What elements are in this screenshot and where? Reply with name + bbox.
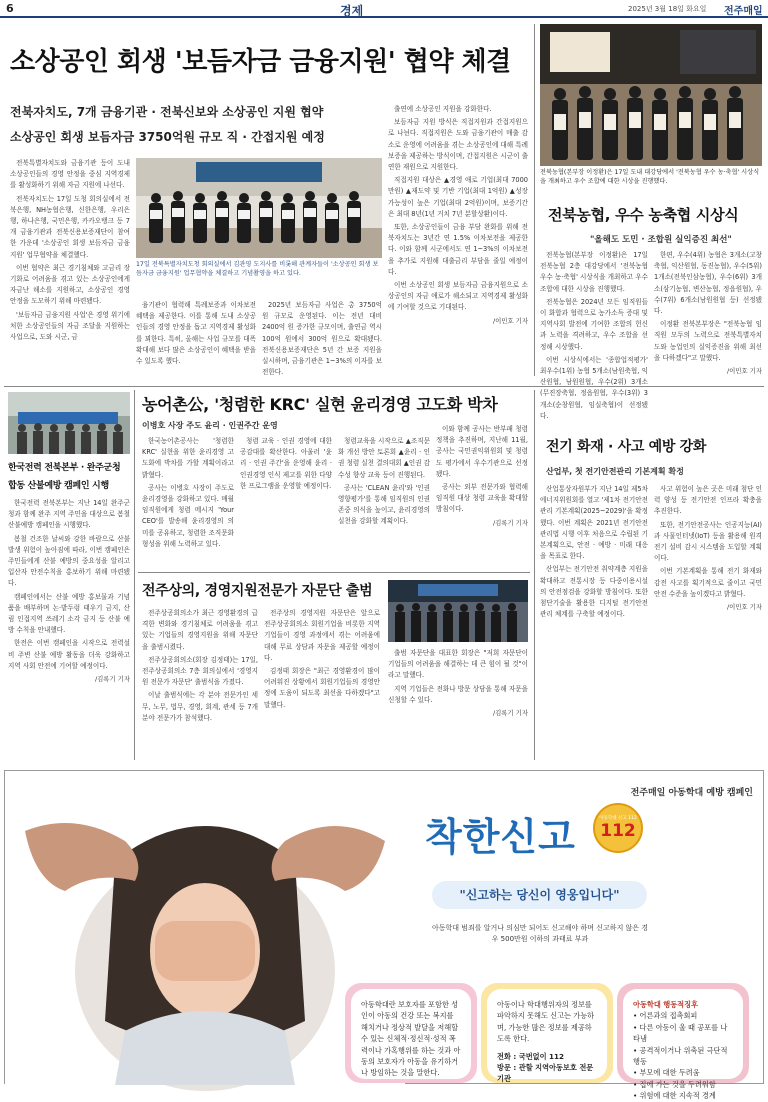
electric-safety-column-2	[654, 484, 762, 756]
nonghyup-photo-caption: 전북농협(본부장 이정환)은 17일 도내 대강당에서 '전북농협 우수 농·축협' 시상식을 개최하고 우수 조합에 대한 시상을 진행했다.	[540, 169, 760, 185]
jeonju-chamber-photo	[388, 580, 528, 642]
paragraph: '보듬자금 금융지원 사업'은 경영 위기에 처한 소상공인들의 자금 조달을 지원하는 사업으로, 도와 시군, 금	[10, 310, 130, 342]
paragraph: 사고 위험이 높은 곳은 미래 첨단 인력 양성 등 전기안전 인프라 확충을 추진한다.	[654, 485, 762, 516]
paragraph: 이번 소상공인 회생 보듬자금 금융지원으로 소상공인의 자금 애로가 해소되고 지역경제 활성화에 기여할 것으로 기대된다.	[388, 281, 528, 312]
ad-campaign-label: 전주매일 아동학대 예방 캠페인	[630, 788, 753, 798]
paragraph: 융기관이 협력해 특례보증과 이차보전 혜택을 제공한다. 이를 통해 도내 소상공인들의 경영 안정을 돕고 지역경제 활성화를 꾀한다. 특히, 올해는 사업 규모를 대폭 확대해 보다 많은 소상공인이 혜택을 받을 수 있도록 했다.	[136, 301, 256, 366]
main-article-column-2	[136, 300, 256, 384]
main-headline: 소상공인 회생 '보듬자금 금융지원' 협약 체결	[10, 47, 511, 77]
definition-text: 아동학대란 보호자를 포함한 성인이 아동의 건강 또는 복지를 해치거나 정상적 발달을 저해할 수 있는 신체적·정신적·성적 폭력이나 가혹행위를 하는 것과 아동의 보호자가 아동을 유기하거나 방임하는 것을 말한다.	[361, 1000, 461, 1078]
paragraph: 청렴교육을 시작으로 ▲조직문화 개선 방안 토론회 ▲윤리 · 인권 청렴 실천 결의대회 ▲인권 감수성 향상 교육 등이 진행된다.	[338, 437, 430, 479]
paragraph: 한국농어촌공사는 '청렴한 KRC' 실현을 위한 윤리경영 고도화에 박차를 가할 계획이라고 밝혔다.	[142, 437, 234, 479]
krc-column-1	[142, 436, 234, 566]
paragraph: 봄철 건조한 날씨와 강한 바람으로 산불 발생 위험이 높아짐에 따라, 이번 캠페인은 주민들에게 산불 예방의 중요성을 알리고 입산자 안전수칙을 홍보하기 위해 마련됐다.	[8, 534, 130, 588]
column-divider	[134, 390, 135, 760]
paragraph: 공사는 'CLEAN 윤리'와 '인권 영향평가'를 통해 임직원의 인권 존중 의식을 높이고, 윤리경영의 실천을 강화할 계획이다.	[338, 483, 430, 526]
paragraph: 청렴 교육 · 인권 경영에 대한 공감대를 확산한다. 아울러 '윤리 · 인권 주간'을 운영해 윤리 · 인권경영 인식 제고를 위한 다양한 프로그램을 운영할 예정이다.	[240, 437, 332, 490]
paragraph: 이번 기본계획을 통해 전기 화재와 감전 사고를 획기적으로 줄이고 국민 안전 수준을 높이겠다고 밝혔다.	[654, 567, 762, 598]
nonghyup-award-photo	[540, 24, 762, 166]
krc-article-subtitle: 이병호 사장 주도 윤리 · 인권주간 운영	[142, 421, 278, 430]
paragraph: 캠페인에서는 산불 예방 홍보물과 기념품을 배부하며 논·밭두렁 태우기 금지, 산림 인접지역 쓰레기 소각 금지 등 산불 예방 수칙을 안내했다.	[8, 592, 130, 635]
report-112-badge	[593, 803, 643, 853]
paragraph: 직접지원 대상은 ▲경영 애로 기업(최대 7000만원) ▲재도약 및 기반 기업(최대 1억원) ▲성장 가능성이 높은 기업(최대 2억원)이며, 보증기간은 최대 8년(1년 거치 7년 분할상환)이다.	[388, 176, 528, 218]
kepco-campaign-photo	[8, 392, 130, 454]
byline: /김록기 기자	[492, 709, 528, 718]
electric-safety-subtitle: 산업부, 첫 전기안전관리 기본계획 확정	[546, 467, 684, 476]
paragraph: 전주상공회의소(회장 김정태)는 17일, 전주상공회의소 7층 회의실에서 '경영지원 전문가 자문단' 출범식을 가졌다.	[142, 655, 258, 687]
paragraph: 전북농협(본부장 이정환)은 17일 전북농협 2층 대강당에서 '전북농협 우수 농·축협' 시상식을 개최하고 우수 조합에 대한 시상을 진행했다.	[540, 251, 648, 293]
main-article-column-4	[388, 104, 528, 384]
byline: /김록기 기자	[492, 518, 528, 527]
main-subhead-1: 전북자치도, 7개 금융기관 · 전북신보와 소상공인 지원 협약	[10, 105, 324, 119]
electric-safety-column-1	[540, 484, 648, 756]
paragraph: 이번 시상식에서는 '종합업적평가' 최우수(1위) 농협 5개소(남원축협, 익산원협, 남원원협, 우수(2위) 3개소(무진장축협, 정읍원협, 우수(3위) 3개소(순창원협, 임실축협)이 선정됐다.	[540, 355, 648, 420]
paragraph: 공사는 외부 전문가와 협력해 임직원 대상 청렴 교육을 확대할 방침이다.	[436, 483, 528, 514]
paragraph: 이날 출범식에는 각 분야 전문가인 세무, 노무, 법무, 경영, 회계, 관세 등 7개 분야 전문가가 참석했다.	[142, 691, 258, 722]
byline: /이민호 기자	[726, 367, 762, 376]
paragraph: 이정환 전북본부장은 "전북농협 임직원 모두의 노력으로 전북특별자치도와 농업인의 실익증진을 위해 최선을 다하겠다"고 말했다.	[654, 320, 762, 362]
paragraph: 전주상공회의소가 최근 경영환경의 급격한 변화와 경기침체로 어려움을 겪고 있는 기업들의 경영지원을 위해 자문단을 출범시켰다.	[142, 609, 258, 651]
column-divider	[534, 390, 535, 760]
signing-ceremony-photo	[136, 158, 382, 258]
paragraph: 한전은 이번 캠페인을 시작으로 전력설비 주변 산불 예방 활동을 더욱 강화하고 지역 사회 안전에 기여할 예정이다.	[8, 639, 130, 670]
main-subhead-2: 소상공인 회생 보듬자금 3750억원 규모 직 · 간접지원 예정	[10, 130, 325, 144]
list-item: • 어른과의 접촉회피	[633, 1010, 733, 1021]
paragraph: 출범 자문단을 대표한 회장은 "저희 자문단이 기업들의 어려움을 해결하는 데 큰 힘이 될 것"이라고 말했다.	[388, 649, 528, 680]
how-to-report-card	[487, 989, 607, 1084]
report-info-text: 아동이나 학대행위자의 정보를 파악하지 못해도 신고는 가능하며, 가능한 많은 정보를 제공하도록 한다.	[497, 1000, 595, 1044]
badge-number: 112	[600, 821, 636, 841]
newspaper-name: 전주매일	[724, 6, 763, 17]
section-divider	[4, 386, 764, 387]
section-name: 경제	[340, 4, 364, 18]
paragraph: 보듬자금 지원 방식은 직접지원과 간접지원으로 나뉜다. 직접지원은 도와 금융기관이 매출 감소로 운영에 어려움을 겪는 소상공인에 대해 특례보증을 제공하는 방식이며, 간접지원은 시군이 출연한 재원으로 지원한다.	[388, 118, 528, 172]
paragraph: 한국전력 전북본부는 지난 14일 완주군청과 함께 완주 지역 주민을 대상으로 봄철 산불예방 캠페인을 시행했다.	[8, 499, 130, 530]
nonghyup-article-subtitle: "올해도 도민 · 조합원 실익증진 최선"	[590, 235, 732, 245]
nonghyup-article-title: 전북농협, 우수 농축협 시상식	[548, 206, 739, 224]
paragraph: 이번 협약은 최근 경기침체와 고금리 장기화로 어려움을 겪고 있는 소상공인에게 자금난 해소를 지원하고, 소상공인 경영 안정을 도모하기 위해 마련됐다.	[10, 263, 130, 306]
paragraph: 이와 함께 공사는 반부패 청렴 정책을 추진하며, 지난해 11월, 공사는 국민권익위원회 및 청렴도 평가에서 우수기관으로 선정됐다.	[436, 425, 528, 478]
ad-description: 아동학대 범죄를 알거나 의심만 되어도 신고해야 하며 신고하지 않은 경우 500만원 이하의 과태료 부과	[431, 924, 649, 943]
kepco-article-title: 한국전력 전북본부 · 완주군청	[8, 463, 121, 473]
byline: /김록기 기자	[94, 675, 130, 684]
ad-title: 착한신고	[425, 815, 576, 859]
child-abuse-ad	[4, 770, 764, 1101]
list-item: • 부모에 대한 두려움	[633, 1067, 733, 1078]
paragraph: 전북특별자치도와 금융기관 등이 도내 소상공인들의 경영 안정을 중심 지역경제를 활성화하기 위해 자금 지원에 나선다.	[10, 159, 130, 190]
signs-list	[633, 1010, 733, 1101]
signing-photo-caption: 17일 전북특별자치도청 회의실에서 김관영 도지사를 비롯해 관계자들이 '소상공인 회생 보듬자금 금융지원' 업무협약을 체결하고 기념촬영을 하고 있다.	[136, 261, 379, 277]
paragraph: 지역 기업들은 전화나 방문 상담을 통해 자문을 신청할 수 있다.	[388, 684, 528, 704]
paragraph: 또한, 소상공인들이 금융 부담 완화를 위해 전북자치도는 3년간 연 1.5% 이차보전을 제공한다. 이와 함께 시군에서도 연 1~3%의 이차보전을 추가로 지원해 대출금리 부담을 줄일 예정이다.	[388, 223, 528, 276]
paragraph: 산업부는 전기안전 취약계층 지원을 확대하고 전통시장 등 다중이용시설의 안전점검을 강화할 방침이다. 또한 첨단기술을 활용한 디지털 전기안전관리 체계를 구축할 예정이다.	[540, 565, 648, 619]
jeonju-column-2	[264, 608, 380, 756]
jeonju-column-3	[388, 648, 528, 756]
electric-safety-title: 전기 화재 · 사고 예방 강화	[546, 439, 707, 455]
ad-slogan: "신고하는 당신이 영웅입니다"	[432, 881, 647, 909]
behavior-signs-card	[623, 989, 743, 1101]
visit-info: 방문 : 관할 지역아동보호 전문기관	[497, 1063, 594, 1084]
page-header	[0, 0, 768, 18]
jeonju-column-1	[142, 608, 258, 756]
section-divider	[138, 572, 530, 573]
paragraph: 출연에 소상공인 지원을 강화한다.	[394, 105, 492, 113]
page-number: 6	[6, 2, 14, 15]
paragraph: 김정태 회장은 "최근 경영환경이 많이 어려워진 상황에서 회원기업들의 경영안정에 도움이 되도록 최선을 다하겠다"고 말했다.	[264, 667, 380, 709]
definition-card	[351, 989, 471, 1079]
main-article-column-1	[10, 158, 130, 384]
badge-label: 아동학대 신고 112	[599, 816, 637, 821]
paragraph: 공사는 이병호 사장이 주도로 윤리경영을 강화하고 있다. 매월 임직원에게 청렴 메시지 'Your CEO'를 발송해 윤리경영의 의미를 공유하고, 청렴한 조직문화 형성을 위해 노력하고 있다.	[142, 483, 234, 548]
paragraph: 산업통상자원부가 지난 14일 제5차 에너지위원회를 열고 '제1차 전기안전관리 기본계획(2025~2029)'을 확정했다. 이번 계획은 2021년 전기안전관리법 시행 이후 처음으로 수립된 기본계획으로, 안전 · 예방 · 미래 대응을 목표로 한다.	[540, 485, 648, 561]
list-item: • 집에 가는 것을 두려워함	[633, 1079, 733, 1090]
krc-column-4	[436, 424, 528, 566]
kepco-article-subtitle: 합동 산불예방 캠페인 시행	[8, 481, 109, 491]
phone-number: 전화 : 국번없이 112	[497, 1051, 565, 1061]
kepco-article-column	[8, 498, 130, 750]
byline: /이민호 기자	[492, 316, 528, 325]
card-title: 아동학대 행동적징후	[633, 1000, 698, 1009]
krc-column-2	[240, 436, 332, 566]
nonghyup-column-2	[654, 250, 762, 376]
paragraph: 전주상의 경영지원 자문단은 앞으로 전주상공회의소 회원기업을 비롯한 지역 기업들이 경영 과정에서 겪는 어려움에 대해 무료 상담과 자문을 제공할 예정이다.	[264, 609, 380, 662]
paragraph: 2025년 보듬자금 사업은 총 3750억 원 규모로 운영된다. 이는 전년 대비 2400억 원 증가한 규모이며, 출연금 역시 100억 원에서 300억 원으로 확대됐다. 전북신용보증재단은 5년 간 보증 지원을 실시하며, 금융기관은 1~3%의 이자를 보전한다.	[262, 301, 382, 377]
paragraph: 또한, 전기안전공사는 인공지능(AI)과 사물인터넷(IoT) 등을 활용해 원격 전기 설비 감시 시스템을 도입할 계획이다.	[654, 520, 762, 563]
main-article-column-3	[262, 300, 382, 384]
list-item: • 위험에 대한 지속적 경계	[633, 1090, 733, 1101]
nonghyup-column-1	[540, 250, 648, 420]
paragraph: 한편, 우수(4위) 농협은 3개소(고창축협, 익산원협, 동진농협), 우수(5위) 1개소(전북인삼농협), 우수(6위) 3개소(삼기농협, 변산농협, 정읍원협), 우수(7위) 6개소(남원원협 등) 선정됐다.	[654, 251, 762, 316]
issue-date: 2025년 3월 18일 화요일	[628, 5, 707, 13]
paragraph: 전북자치도는 17일 도청 회의실에서 전북은행, NH농협은행, 신한은행, 우리은행, 하나은행, 국민은행, 카카오뱅크 등 7개 금융기관과 전북신용보증재단이 참여한 가운데 '소상공인 회생 보듬자금 금융지원' 업무협약을 체결했다.	[10, 194, 130, 259]
jeonju-chamber-title: 전주상의, 경영지원전문가 자문단 출범	[142, 583, 373, 599]
krc-article-title: 농어촌公, '청렴한 KRC' 실현 윤리경영 고도화 박차	[142, 395, 498, 414]
column-divider	[534, 24, 535, 376]
list-item: • 공격적이거나 위축된 극단적 행동	[633, 1045, 733, 1068]
paragraph: 전북농협은 2024년 모든 임직원들이 화합과 협력으로 농가소득 증대 및 지역사회 발전에 기여한 조합의 헌신과 노력을 격려하고, 우수 조합을 선정해 시상했다.	[540, 297, 648, 351]
list-item: • 다른 아동이 울 때 공포를 나타냄	[633, 1022, 733, 1045]
krc-column-3	[338, 436, 430, 566]
byline: /이민호 기자	[726, 603, 762, 612]
